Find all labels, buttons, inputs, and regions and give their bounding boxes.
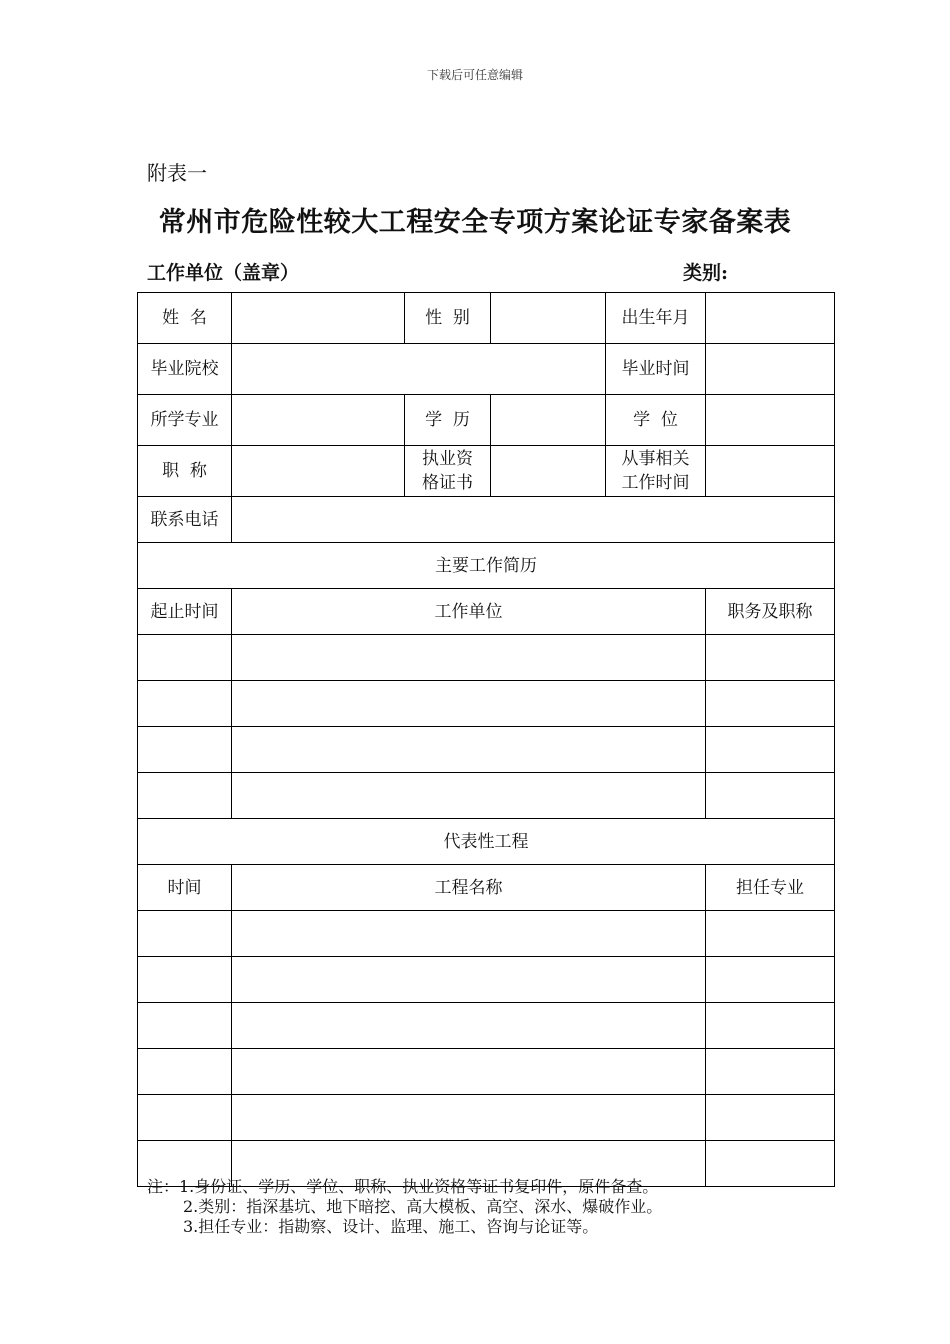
field-phone[interactable] bbox=[232, 497, 835, 543]
label-exp-line1: 从事相关 bbox=[621, 449, 690, 469]
label-degree: 学 位 bbox=[606, 395, 706, 446]
resume-cell-period[interactable] bbox=[138, 773, 232, 819]
projects-col-specialty: 担任专业 bbox=[706, 865, 835, 911]
project-row bbox=[138, 1095, 835, 1141]
project-cell-specialty[interactable] bbox=[706, 957, 835, 1003]
project-row bbox=[138, 911, 835, 957]
footnotes bbox=[147, 1177, 662, 1237]
project-row bbox=[138, 1049, 835, 1095]
label-cert-line1: 执业资 bbox=[422, 449, 473, 469]
field-gender[interactable] bbox=[491, 293, 606, 344]
label-title-rank: 职 称 bbox=[138, 446, 232, 497]
header-note: 下载后可任意编辑 bbox=[426, 68, 523, 82]
resume-cell-unit[interactable] bbox=[232, 773, 706, 819]
appendix-label: 附表一 bbox=[147, 161, 207, 185]
category-label: 类别: bbox=[683, 262, 729, 284]
field-grad-time[interactable] bbox=[706, 344, 835, 395]
project-row bbox=[138, 957, 835, 1003]
project-cell-name[interactable] bbox=[232, 957, 706, 1003]
project-cell-time[interactable] bbox=[138, 1049, 232, 1095]
label-grad-time: 毕业时间 bbox=[606, 344, 706, 395]
field-cert[interactable] bbox=[491, 446, 606, 497]
resume-cell-unit[interactable] bbox=[232, 727, 706, 773]
field-school[interactable] bbox=[232, 344, 606, 395]
note-line-2: 2.类别：指深基坑、地下暗挖、高大模板、高空、深水、爆破作业。 bbox=[183, 1197, 663, 1216]
resume-section-row bbox=[138, 543, 835, 589]
project-cell-name[interactable] bbox=[232, 1049, 706, 1095]
row-major bbox=[138, 395, 835, 446]
projects-col-name: 工程名称 bbox=[232, 865, 706, 911]
row-phone bbox=[138, 497, 835, 543]
projects-header-row bbox=[138, 865, 835, 911]
row-school bbox=[138, 344, 835, 395]
project-cell-name[interactable] bbox=[232, 1095, 706, 1141]
label-name: 姓 名 bbox=[138, 293, 232, 344]
label-exp-line2: 工作时间 bbox=[621, 473, 690, 493]
project-cell-name[interactable] bbox=[232, 1003, 706, 1049]
resume-cell-position[interactable] bbox=[706, 681, 835, 727]
resume-cell-period[interactable] bbox=[138, 681, 232, 727]
projects-section-title: 代表性工程 bbox=[138, 819, 835, 865]
work-unit-label: 工作单位（盖章） bbox=[147, 262, 300, 284]
resume-col-period: 起止时间 bbox=[138, 589, 232, 635]
field-name[interactable] bbox=[232, 293, 405, 344]
resume-cell-position[interactable] bbox=[706, 635, 835, 681]
resume-header-row bbox=[138, 589, 835, 635]
label-education: 学 历 bbox=[405, 395, 491, 446]
resume-cell-unit[interactable] bbox=[232, 635, 706, 681]
resume-row bbox=[138, 727, 835, 773]
field-birth[interactable] bbox=[706, 293, 835, 344]
resume-row bbox=[138, 773, 835, 819]
project-cell-time[interactable] bbox=[138, 1003, 232, 1049]
row-title-rank bbox=[138, 446, 835, 497]
field-experience[interactable] bbox=[706, 446, 835, 497]
resume-col-position: 职务及职称 bbox=[706, 589, 835, 635]
projects-col-time: 时间 bbox=[138, 865, 232, 911]
field-education[interactable] bbox=[491, 395, 606, 446]
project-cell-time[interactable] bbox=[138, 911, 232, 957]
row-name bbox=[138, 293, 835, 344]
resume-cell-unit[interactable] bbox=[232, 681, 706, 727]
project-cell-specialty[interactable] bbox=[706, 1049, 835, 1095]
resume-row bbox=[138, 635, 835, 681]
field-degree[interactable] bbox=[706, 395, 835, 446]
label-phone: 联系电话 bbox=[138, 497, 232, 543]
label-birth: 出生年月 bbox=[606, 293, 706, 344]
project-cell-time[interactable] bbox=[138, 957, 232, 1003]
label-experience bbox=[606, 446, 706, 497]
project-cell-specialty[interactable] bbox=[706, 1095, 835, 1141]
label-gender: 性 别 bbox=[405, 293, 491, 344]
project-cell-specialty[interactable] bbox=[706, 911, 835, 957]
resume-cell-period[interactable] bbox=[138, 727, 232, 773]
resume-section-title: 主要工作简历 bbox=[138, 543, 835, 589]
field-major[interactable] bbox=[232, 395, 405, 446]
label-major: 所学专业 bbox=[138, 395, 232, 446]
project-cell-name[interactable] bbox=[232, 911, 706, 957]
project-cell-specialty[interactable] bbox=[706, 1003, 835, 1049]
expert-registration-table bbox=[137, 292, 835, 1187]
project-cell-specialty[interactable] bbox=[706, 1141, 835, 1187]
project-row bbox=[138, 1003, 835, 1049]
resume-cell-position[interactable] bbox=[706, 727, 835, 773]
resume-cell-position[interactable] bbox=[706, 773, 835, 819]
resume-col-unit: 工作单位 bbox=[232, 589, 706, 635]
page-title: 常州市危险性较大工程安全专项方案论证专家备案表 bbox=[158, 207, 792, 238]
resume-row bbox=[138, 681, 835, 727]
resume-cell-period[interactable] bbox=[138, 635, 232, 681]
note-line-1: 注：1.身份证、学历、学位、职称、执业资格等证书复印件，原件备查。 bbox=[147, 1177, 659, 1196]
label-school: 毕业院校 bbox=[138, 344, 232, 395]
project-cell-time[interactable] bbox=[138, 1095, 232, 1141]
label-cert bbox=[405, 446, 491, 497]
field-title-rank[interactable] bbox=[232, 446, 405, 497]
note-line-3: 3.担任专业：指勘察、设计、监理、施工、咨询与论证等。 bbox=[183, 1217, 599, 1236]
label-cert-line2: 格证书 bbox=[422, 473, 473, 493]
projects-section-row bbox=[138, 819, 835, 865]
